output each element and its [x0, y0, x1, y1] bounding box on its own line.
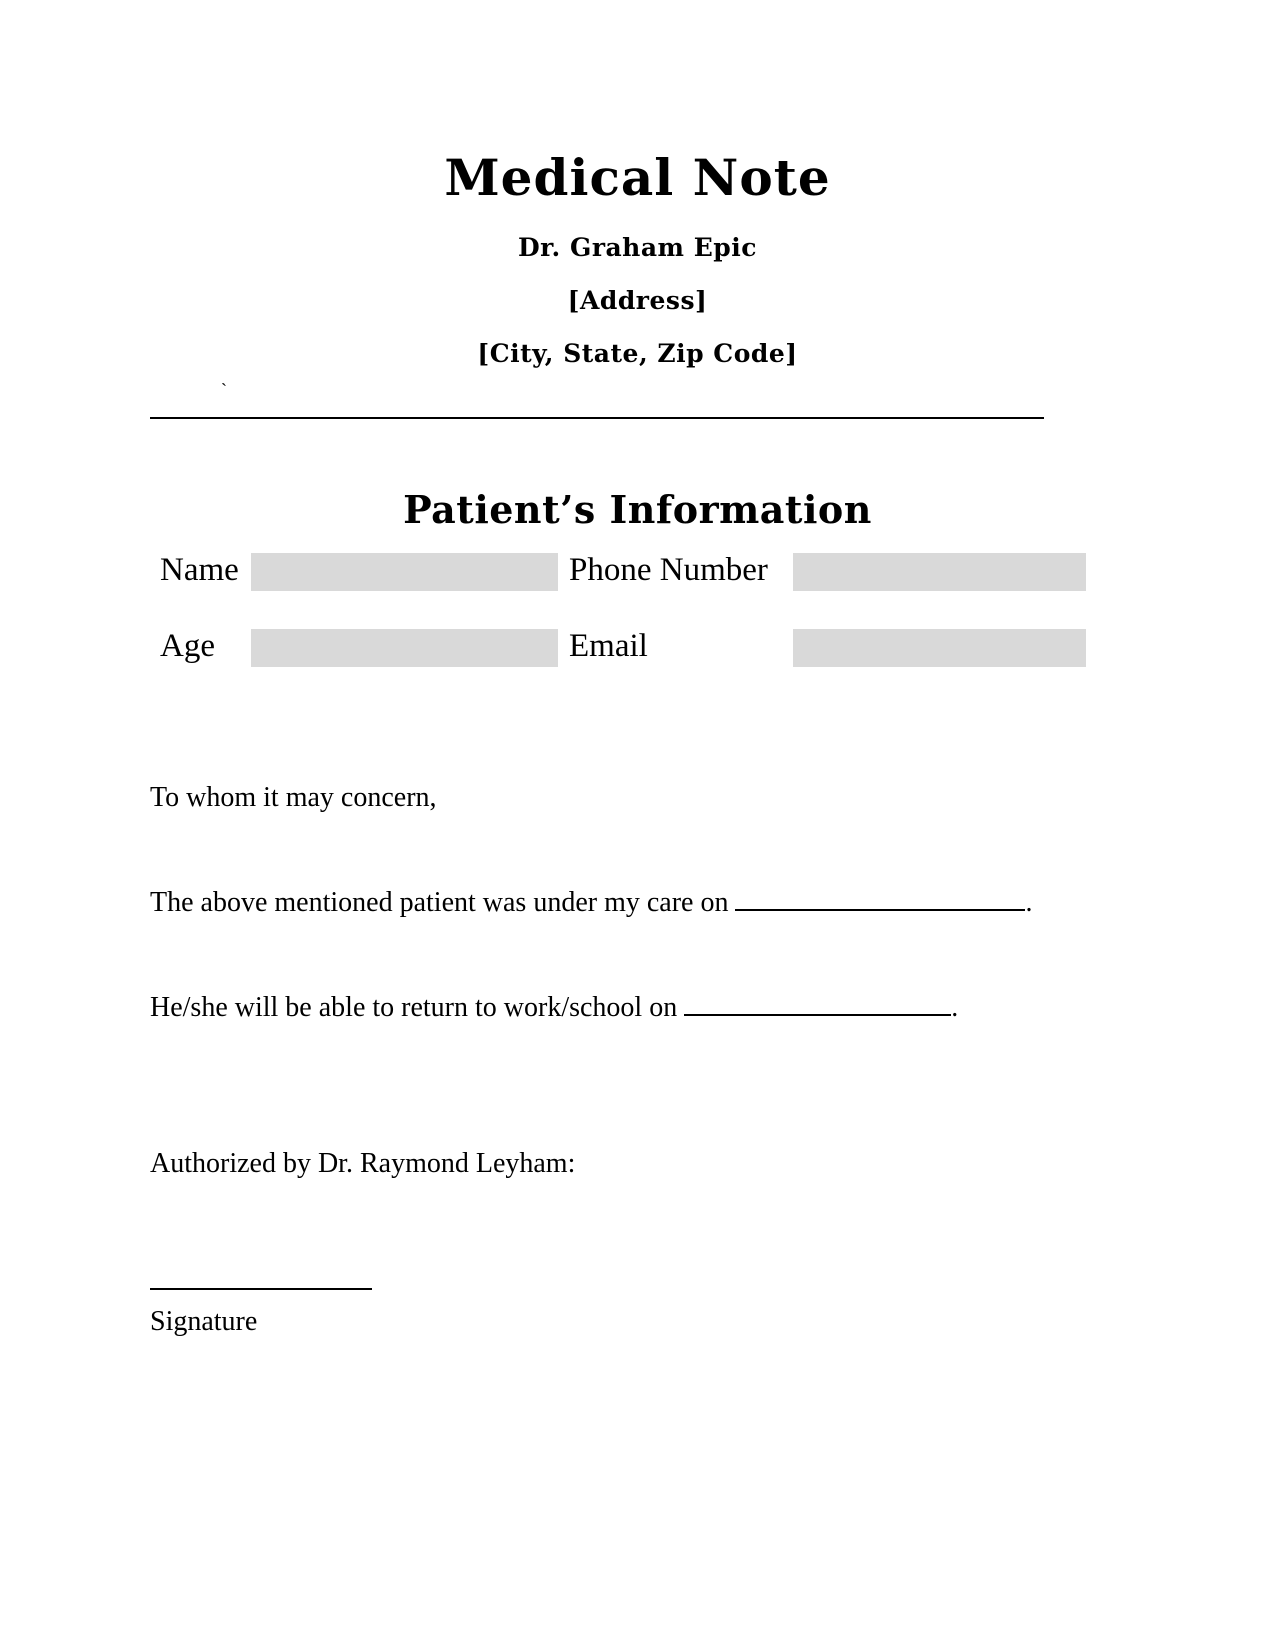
- name-label: Name: [160, 552, 239, 588]
- return-date-text: He/she will be able to return to work/school on: [150, 992, 678, 1023]
- care-date-period: .: [1025, 887, 1033, 918]
- patient-info-heading: Patient’s Information: [403, 487, 872, 532]
- return-date-line: [150, 992, 958, 1024]
- care-date-blank[interactable]: [735, 889, 1025, 911]
- document-title: Medical Note: [444, 148, 831, 207]
- salutation: To whom it may concern,: [150, 782, 437, 813]
- care-date-line: [150, 887, 1032, 919]
- phone-number-label: Phone Number: [569, 552, 768, 588]
- email-field[interactable]: [793, 629, 1086, 667]
- signature-line[interactable]: [150, 1288, 372, 1290]
- doctor-city-state-zip: [City, State, Zip Code]: [477, 339, 798, 368]
- care-date-text: The above mentioned patient was under my care on: [150, 887, 729, 918]
- email-label: Email: [569, 628, 648, 664]
- header-divider: [150, 417, 1044, 419]
- age-field[interactable]: [251, 629, 558, 667]
- age-label: Age: [160, 628, 215, 664]
- doctor-name: Dr. Graham Epic: [518, 233, 757, 262]
- name-field[interactable]: [251, 553, 558, 591]
- return-date-blank[interactable]: [684, 994, 951, 1016]
- signature-label: Signature: [150, 1306, 258, 1337]
- stray-tick-mark: `: [221, 380, 227, 400]
- authorized-by: Authorized by Dr. Raymond Leyham:: [150, 1148, 576, 1179]
- doctor-address: [Address]: [567, 286, 708, 315]
- phone-number-field[interactable]: [793, 553, 1086, 591]
- return-date-period: .: [951, 992, 959, 1023]
